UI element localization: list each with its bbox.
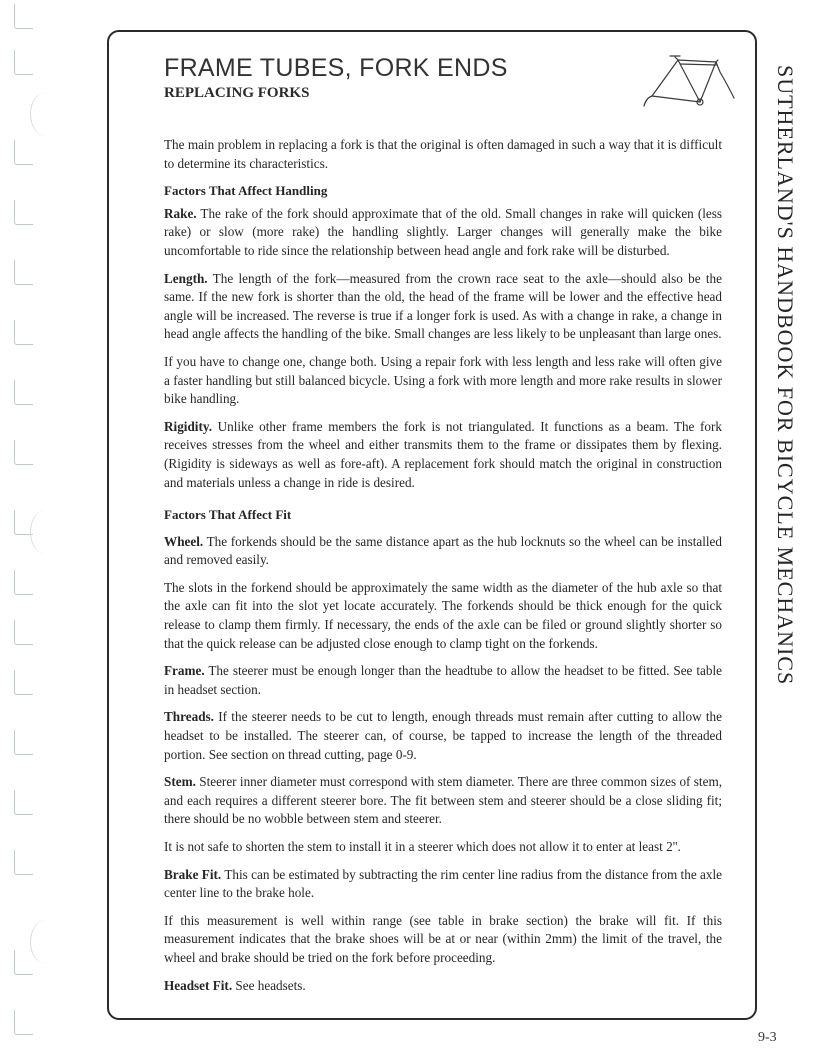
binder-hole (14, 260, 33, 285)
paragraph-threads: Threads. If the steerer needs to be cut to length, enough threads must remain after cutting to allow the headset to be installed. The steerer can, of course, be tapped to increase the length of the threaded portion. See section on thread cutting, page 0-9. (164, 709, 722, 762)
paragraph-slots: The slots in the forkend should be approximately the same width as the diameter of the hub axle so that the axle can fit into the slot yet locate accurately. The forkends should be thick enough for the quick release to clamp them firmly. If necessary, the ends of the axle can be filed or ground slightly shorter so that the quick release can be adjusted close enough to clamp tight on the forkends. (164, 579, 722, 651)
binder-hole (14, 950, 33, 975)
paragraph-frame: Frame. The steerer must be enough longer than the headtube to allow the headset to be fitted. See table in headset section. (164, 663, 722, 697)
page-subtitle: REPLACING FORKS (164, 85, 310, 101)
binder-hole (14, 200, 33, 225)
page-curl (30, 920, 61, 964)
book-spine-title: SUTHERLAND'S HANDBOOK FOR BICYCLE MECHANICS (773, 64, 798, 686)
paragraph-brake-range: If this measurement is well within range (see table in brake section) the brake will fit. If this measurement indicates that the brake shoes will be at or near (within 2mm) the limit of the travel, the wheel and brake should be tried on the fork before proceeding. (164, 912, 722, 965)
paragraph-length: Length. The length of the fork—measured from the crown race seat to the axle—should also be the same. If the new fork is shorter than the old, the head of the frame will be lower and the effective head angle will be increased. The reverse is true if a longer fork is used. As with a change in rake, a change in head angle affects the handling of the bike. Small changes are less likely to be unpleasant than large ones. (164, 270, 722, 342)
binder-hole (14, 140, 33, 165)
binder-hole (14, 380, 33, 405)
term-length: Length. (164, 270, 208, 286)
term-rigidity: Rigidity. (164, 418, 212, 434)
paragraph-wheel: Wheel. The forkends should be the same distance apart as the hub locknuts so the wheel can be installed and removed easily. (164, 533, 722, 568)
paragraph-stem: Stem. Steerer inner diameter must correspond with stem diameter. There are three common sizes of stem, and each requires a different steerer bore. The fit between stem and steerer should be a close sliding fit; there should be no wobble between stem and steerer. (164, 774, 722, 827)
binder-hole (14, 620, 33, 645)
section-heading-handling: Factors That Affect Handling (164, 183, 328, 199)
paragraph-change-both: If you have to change one, change both. Using a repair fork with less length and less rake will often give a faster handling but still balanced bicycle. Using a fork with more length and more rake results in slower bike handling. (164, 353, 722, 407)
paragraph-headset-fit: Headset Fit. See headsets. (164, 977, 306, 993)
binder-hole (14, 50, 33, 75)
intro-paragraph: The main problem in replacing a fork is that the original is often damaged in such a way that it is difficult to determine its characteristics. (164, 137, 722, 171)
paragraph-brake-fit: Brake Fit. This can be estimated by subtracting the rim center line radius from the distance from the axle center line to the brake hole. (164, 866, 723, 901)
binder-hole (14, 320, 33, 345)
term-brake-fit: Brake Fit. (164, 866, 222, 882)
section-heading-fit: Factors That Affect Fit (164, 507, 292, 523)
term-threads: Threads. (164, 709, 214, 725)
page-curl (30, 510, 61, 554)
term-wheel: Wheel. (164, 533, 204, 549)
page-curl (30, 92, 61, 136)
binder-hole (14, 440, 33, 465)
page-number: 9-3 (758, 1030, 777, 1045)
paragraph-rigidity: Rigidity. Unlike other frame members the fork is not triangulated. It functions as a beam. The fork receives stresses from the wheel and either transmits them to the frame or dissipates them by flexing. (Rigidity is sideways as well as fore-aft). A replacement fork should match the original in construction and materials unless a change in ride is desired. (164, 418, 722, 490)
binder-hole (14, 570, 33, 595)
binder-hole (14, 730, 33, 755)
binder-hole (14, 4, 33, 29)
page-title: FRAME TUBES, FORK ENDS (164, 54, 508, 82)
binder-margin (0, 0, 70, 1056)
binder-hole (14, 1010, 33, 1035)
term-headset-fit: Headset Fit. (164, 977, 233, 993)
paragraph-stem-safety: It is not safe to shorten the stem to install it in a steerer which does not allow it to enter at least 2''. (164, 839, 681, 854)
binder-hole (14, 790, 33, 815)
term-rake: Rake. (164, 205, 197, 221)
term-frame: Frame. (164, 663, 205, 679)
binder-hole (14, 850, 33, 875)
paragraph-rake: Rake. The rake of the fork should approximate that of the old. Small changes in rake will quicken (less rake) or slow (more rake) the handling slightly. Larger changes will generally make the bike uncomfortable to ride since the relationship between head angle and fork rake will be disturbed. (164, 205, 722, 258)
binder-hole (14, 670, 33, 695)
bicycle-frame-icon (630, 50, 740, 110)
article-body (164, 136, 722, 1004)
term-stem: Stem. (164, 774, 196, 790)
